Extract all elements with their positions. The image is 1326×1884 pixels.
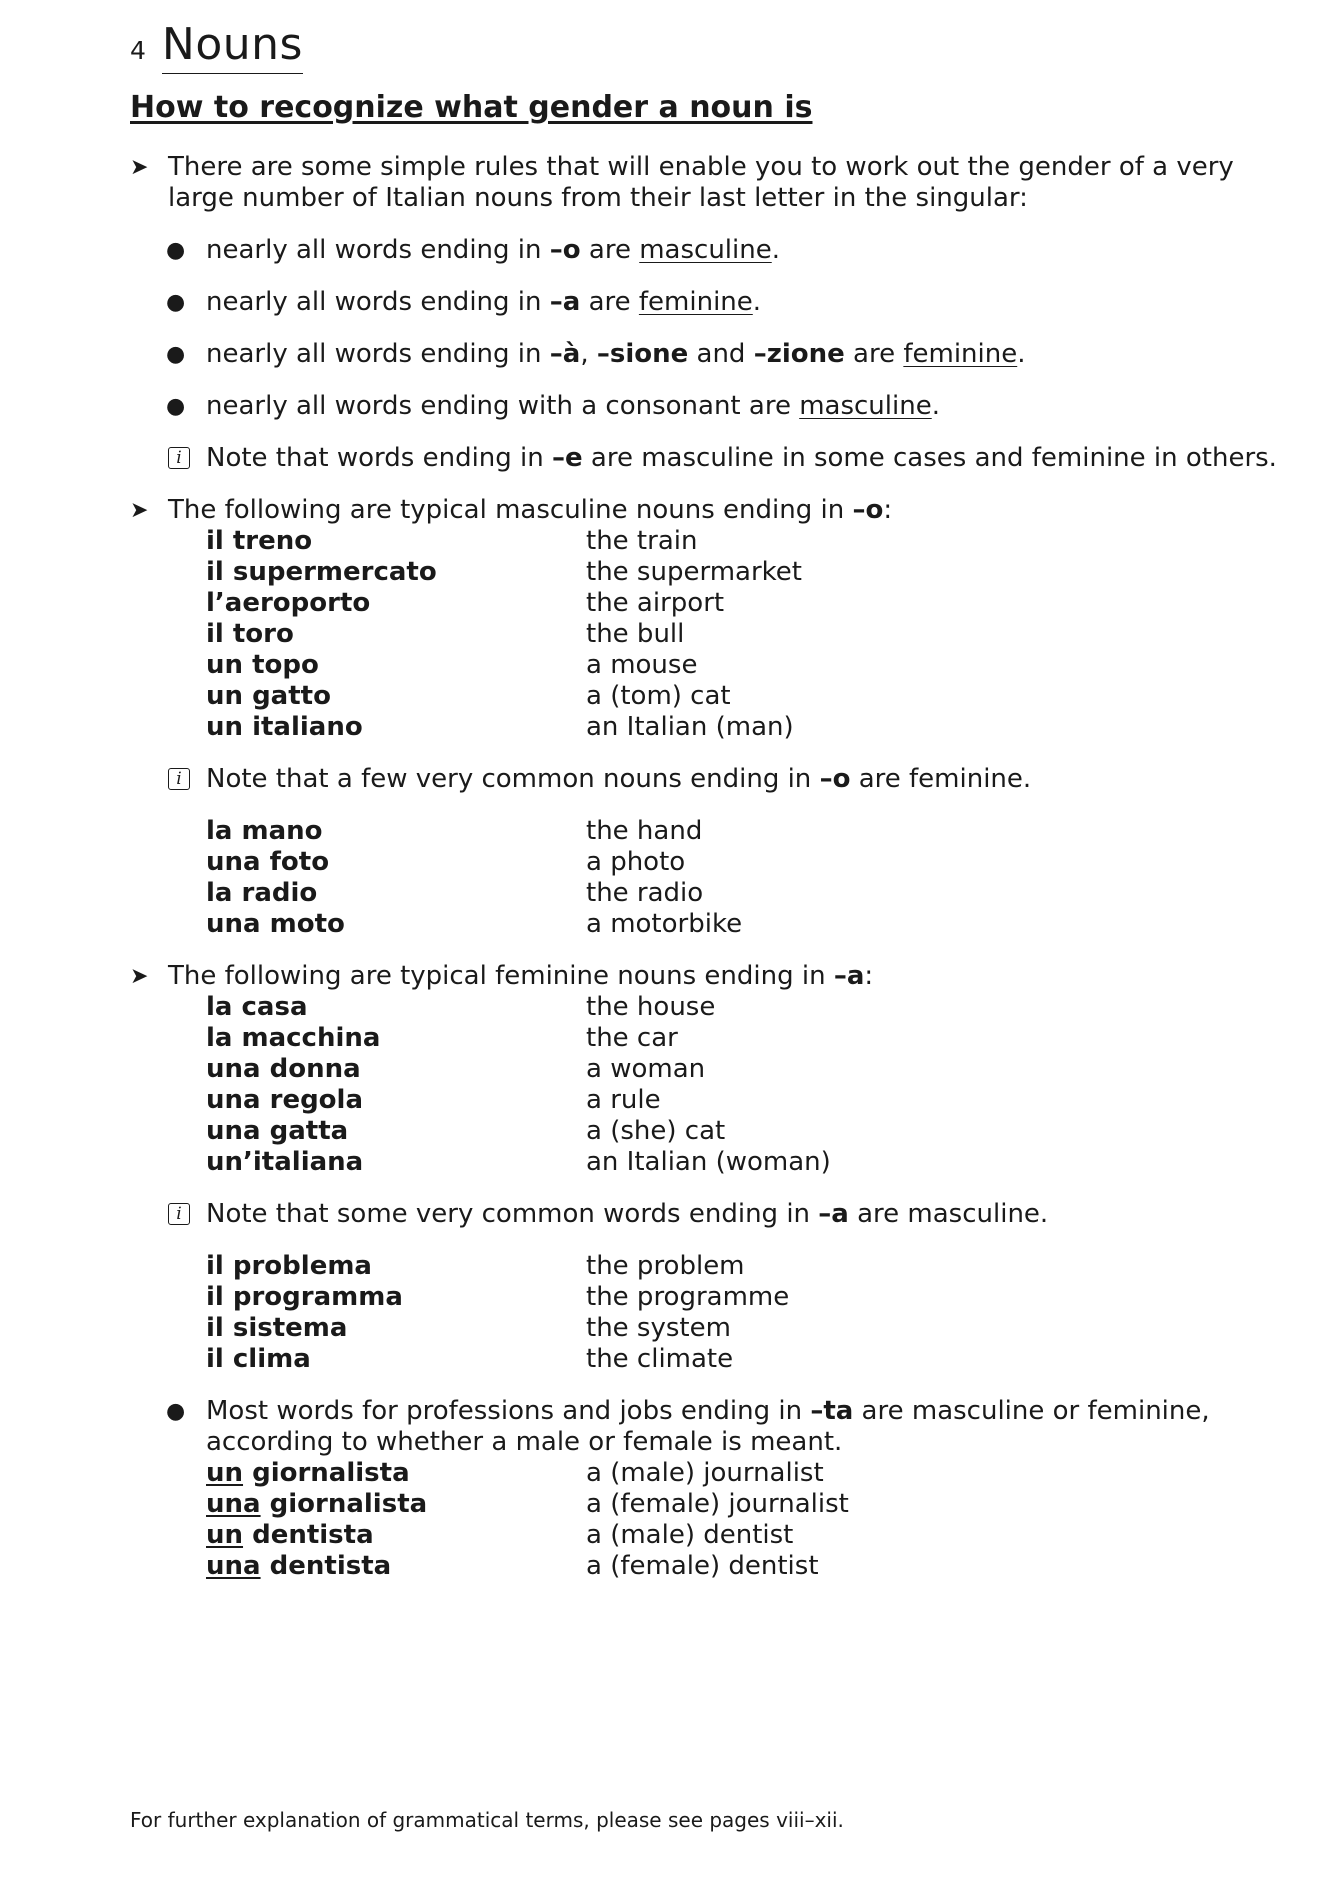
arrow-icon: ➤: [130, 154, 149, 180]
professions-table: [206, 1458, 1280, 1582]
list-item: ● nearly all words ending in –a are feminine.: [166, 286, 762, 317]
bullet-icon: ●: [166, 237, 186, 263]
table-row: una donna a woman: [206, 1053, 706, 1084]
table-row: il treno the train: [206, 525, 698, 556]
note: i Note that a few very common nouns ending in –o are feminine.: [130, 764, 1280, 795]
professions-bullet: ● Most words for professions and jobs ending in –ta are masculine or feminine, according to whether a male or female is meant.: [166, 1395, 1210, 1457]
table-row: la radio the radio: [206, 877, 704, 908]
arrow-icon: ➤: [130, 497, 149, 523]
list-item: ● nearly all words ending in –o are masculine.: [166, 234, 780, 265]
intro-paragraph: [130, 152, 1280, 214]
footer-note: For further explanation of grammatical terms, please see pages viii–xii.: [130, 1808, 844, 1832]
table-row: un’italiana an Italian (woman): [206, 1146, 831, 1177]
table-row: la macchina the car: [206, 1022, 678, 1053]
table-row: la mano the hand: [206, 815, 703, 846]
table-row: una giornalista a (female) journalist: [206, 1488, 849, 1519]
table-row: un giornalista a (male) journalist: [206, 1457, 824, 1488]
bullet-icon: ●: [166, 393, 186, 419]
table-row: una moto a motorbike: [206, 908, 743, 939]
bullet-icon: ●: [166, 1398, 186, 1424]
arrow-icon: ➤: [130, 963, 149, 989]
table-row: l’aeroporto the airport: [206, 587, 725, 618]
table-row: il sistema the system: [206, 1312, 731, 1343]
intro-text: There are some simple rules that will enable you to work out the gender of a very large number of Italian nouns from their last letter in the singular:: [168, 151, 1234, 213]
table-row: un topo a mouse: [206, 649, 698, 680]
table-row: il programma the programme: [206, 1281, 790, 1312]
table-row: una regola a rule: [206, 1084, 661, 1115]
masculine-intro: ➤ The following are typical masculine nouns ending in –o:: [130, 494, 893, 525]
note: i Note that words ending in –e are masculine in some cases and feminine in others.: [130, 443, 1280, 474]
section-heading: How to recognize what gender a noun is: [130, 89, 813, 125]
note: i Note that some very common words ending in –a are masculine.: [130, 1199, 1280, 1230]
table-row: un gatto a (tom) cat: [206, 680, 731, 711]
table-row: una gatta a (she) cat: [206, 1115, 726, 1146]
bullet-icon: ●: [166, 289, 186, 315]
glossary-link[interactable]: feminine: [638, 286, 753, 317]
table-row: la casa the house: [206, 991, 716, 1022]
glossary-link[interactable]: masculine: [799, 390, 932, 421]
info-icon: i: [168, 1203, 190, 1225]
glossary-link[interactable]: feminine: [903, 338, 1018, 369]
table-row: un dentista a (male) dentist: [206, 1519, 794, 1550]
feminine-a-table: [206, 992, 1280, 1178]
chapter-title: Nouns: [162, 20, 303, 74]
table-row: il problema the problem: [206, 1250, 745, 1281]
rules-list: [130, 235, 1280, 422]
glossary-link[interactable]: masculine: [639, 234, 772, 265]
feminine-o-exceptions-table: [206, 816, 1280, 940]
feminine-intro: ➤ The following are typical feminine nouns ending in –a:: [130, 960, 874, 991]
table-row: una dentista a (female) dentist: [206, 1550, 819, 1581]
masculine-o-table: [206, 526, 1280, 743]
masculine-a-exceptions-table: [206, 1251, 1280, 1375]
list-item: ● nearly all words ending with a consonant are masculine.: [166, 390, 940, 421]
info-icon: i: [168, 768, 190, 790]
table-row: una foto a photo: [206, 846, 686, 877]
page: [130, 20, 1280, 1582]
info-icon: i: [168, 447, 190, 469]
page-header: [130, 20, 1280, 74]
page-number: 4: [130, 36, 146, 65]
table-row: il toro the bull: [206, 618, 685, 649]
table-row: il supermercato the supermarket: [206, 556, 802, 587]
table-row: il clima the climate: [206, 1343, 734, 1374]
table-row: un italiano an Italian (man): [206, 711, 794, 742]
bullet-icon: ●: [166, 341, 186, 367]
list-item: ● nearly all words ending in –à, –sione and –zione are feminine.: [166, 338, 1026, 369]
